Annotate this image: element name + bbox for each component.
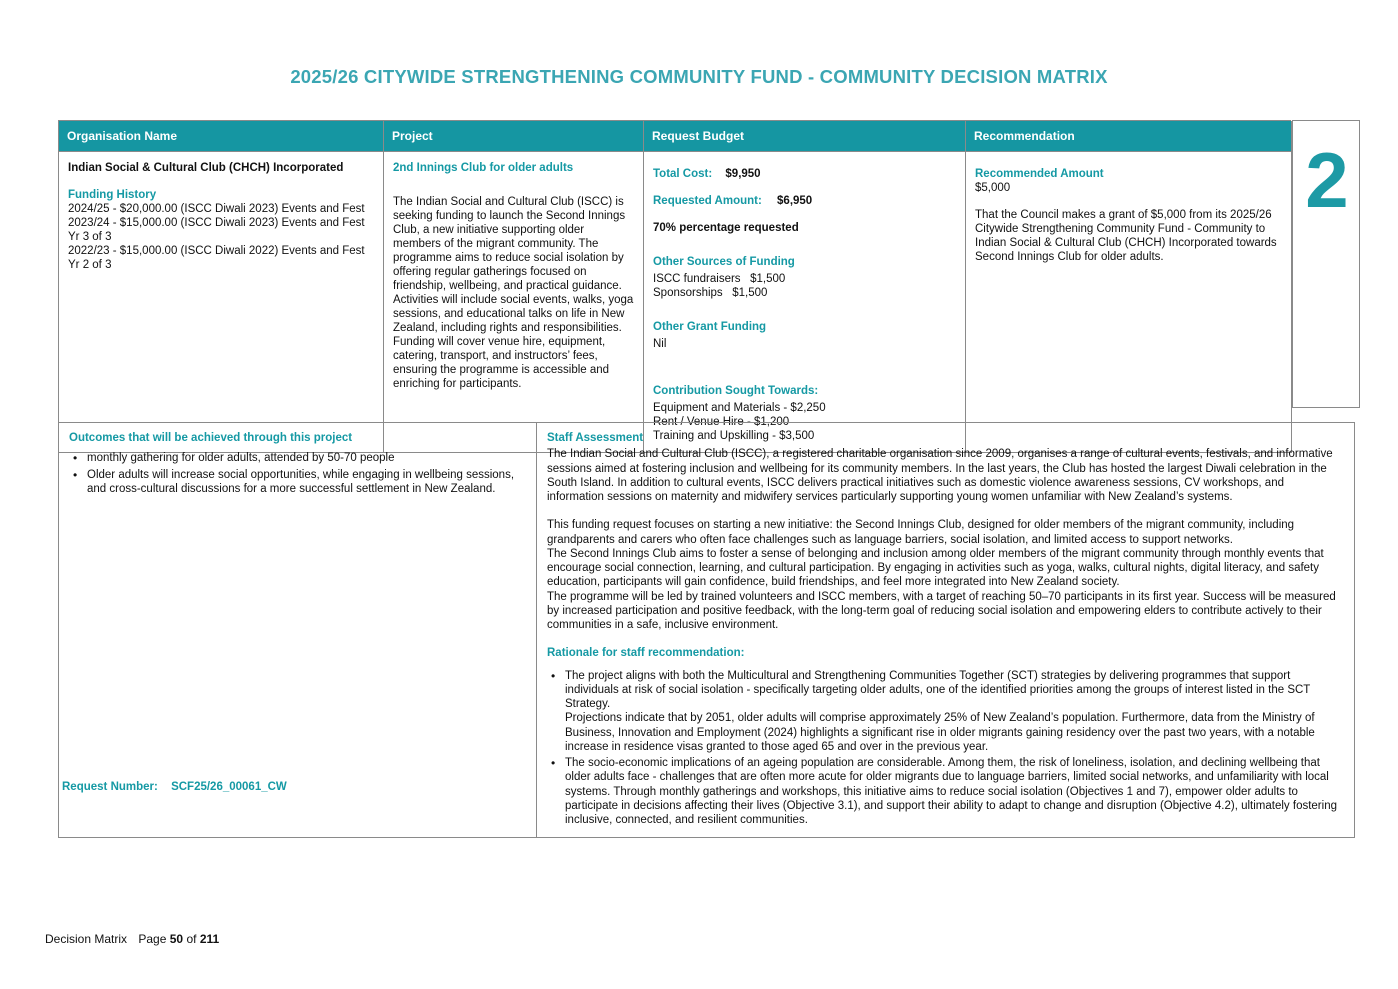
column-header-organisation: Organisation Name xyxy=(59,121,384,152)
project-description: The Indian Social and Cultural Club (ISCC) is seeking funding to launch the Second Innings Club, a new initiative supporting older members of the migrant community. The programme aims to reduce social isolation by offering regular gatherings focused on friendship, wellbeing, and practical guidance. Activities will include social events, walks, yoga sessions, and educational talks on life in New Zealand, including rights and responsibilities. Funding will cover venue hire, equipment, catering, transport, and instructors’ fees, ensuring the programme is accessible and enriching for participants. xyxy=(393,196,634,391)
requested-amount-value: $6,950 xyxy=(777,195,813,208)
staff-assessment-heading: Staff Assessment xyxy=(547,432,644,444)
percentage-requested: 70% percentage requested xyxy=(653,222,799,235)
staff-assessment-paragraph: The Indian Social and Cultural Club (ISCC), a registered charitable organisation since 2009, organises a range of cultural events, festivals, and informative sessions aimed at fostering inclusion and wellbeing for its community members. In the last years, the Club has hosted the largest Diwali celebration in the South Island. In addition to cultural events, ISCC delivers practical initiatives such as domestic violence awareness sessions, CV workshops, and information sessions on maternity and midwifery services particularly supporting young women unfamiliar with New Zealand’s systems. xyxy=(547,448,1333,503)
project-cell xyxy=(384,152,644,453)
outcome-item: • monthly gathering for older adults, attended by 50-70 people xyxy=(69,451,526,465)
other-grant-heading: Other Grant Funding xyxy=(653,321,767,334)
staff-assessment-paragraph: The Second Innings Club aims to foster a sense of belonging and inclusion among older members of the migrant community through monthly events that encourage social connection, learning, and cultural participation. By engaging in activities such as yoga, walks, cultural nights, digital literacy, and safety education, participants will gain confidence, build friendships, and feel more integrated into New Zealand society. xyxy=(547,547,1324,589)
column-header-project: Project xyxy=(384,121,644,152)
rationale-item xyxy=(547,756,1342,827)
rationale-item-line: Projections indicate that by 2051, older adults will comprise approximately 25% of New Zealand’s population. Furthermore, data from the Ministry of Business, Innovation and Employment (2024) highlights a significant rise in older migrants gaining residency over the past two years, with a notable increase in residence visas granted to those aged 65 and over in the previous year. xyxy=(565,712,1315,753)
rationale-heading: Rationale for staff recommendation: xyxy=(547,647,745,660)
column-header-recommendation: Recommendation xyxy=(966,121,1292,152)
footer-page-number: 50 xyxy=(169,932,184,946)
outcomes-list xyxy=(69,451,526,496)
funding-history-line: 2024/25 - $20,000.00 (ISCC Diwali 2023) Events and Fest xyxy=(68,203,365,216)
page-footer xyxy=(45,932,219,946)
lower-section xyxy=(58,422,1355,838)
staff-assessment-box xyxy=(537,422,1355,838)
other-sources-heading: Other Sources of Funding xyxy=(653,256,795,269)
funding-history-line: 2022/23 - $15,000.00 (ISCC Diwali 2022) Events and Fest Yr 2 of 3 xyxy=(68,245,365,272)
contribution-line: Training and Upskilling - $3,500 xyxy=(653,430,815,443)
other-source-line: ISCC fundraisers $1,500 xyxy=(653,273,786,286)
request-number-line xyxy=(62,781,287,793)
contribution-line: Equipment and Materials - $2,250 xyxy=(653,402,826,415)
other-source-line: Sponsorships $1,500 xyxy=(653,287,768,300)
rationale-item-line: • The project aligns with both the Multicultural and Strengthening Communities Together (SCT) strategies by delivering programmes that support individuals at risk of social isolation - specifically targeting older adults, one of the identified priorities among the groups of interest listed in the SCT Strategy. xyxy=(565,669,1311,710)
footer-of-word: of xyxy=(186,932,197,946)
outcome-item: • Older adults will increase social opportunities, while engaging in wellbeing sessions, and cross-cultural discussions for a more successful settlement in New Zealand. xyxy=(69,468,526,497)
other-grant-value: Nil xyxy=(653,338,667,351)
outcomes-heading: Outcomes that will be achieved through this project xyxy=(69,432,353,444)
recommendation-text: That the Council makes a grant of $5,000 from its 2025/26 Citywide Strengthening Community Fund - Community to Indian Social & Cultural Club (CHCH) Incorporated towards Second Innings Club for older adults. xyxy=(975,209,1277,264)
project-title: 2nd Innings Club for older adults xyxy=(393,162,574,174)
total-cost-line xyxy=(653,167,956,181)
footer-page-total: 211 xyxy=(199,932,220,946)
funding-history-line: 2023/24 - $15,000.00 (ISCC Diwali 2023) Events and Fest Yr 3 of 3 xyxy=(68,217,365,244)
recommended-amount-heading: Recommended Amount xyxy=(975,168,1104,180)
decision-matrix-table xyxy=(58,120,1291,453)
contribution-line: Rent / Venue Hire - $1,200 xyxy=(653,416,790,429)
outcomes-box xyxy=(58,422,537,838)
recommendation-cell xyxy=(966,152,1292,453)
requested-amount-label: Requested Amount: xyxy=(653,195,762,208)
priority-rank-box xyxy=(1292,120,1360,408)
rationale-item-line: • The socio-economic implications of an ageing population are considerable. Among them, the risk of loneliness, isolation, and declining wellbeing that older adults face - challenges that are often more acute for older migrants due to language barriers, limited social networks, and unfamiliarity with local systems. Through monthly gatherings and workshops, this initiative aims to reduce social isolation (Objectives 1 and 7), empower older adults to participate in decisions affecting their lives (Objective 3.1), and support their ability to adapt to change and disruption (Objective 4.2), ultimately fostering inclusive, connected, and resilient communities. xyxy=(565,757,1337,826)
footer-page-word: Page xyxy=(138,932,167,946)
column-header-budget: Request Budget xyxy=(644,121,966,152)
priority-rank-number: 2 xyxy=(1305,136,1347,224)
requested-amount-line xyxy=(653,194,956,208)
page-title: 2025/26 CITYWIDE STRENGTHENING COMMUNITY FUND - COMMUNITY DECISION MATRIX xyxy=(290,66,1108,87)
organisation-cell xyxy=(59,152,384,453)
total-cost-value: $9,950 xyxy=(725,168,761,180)
organisation-name: Indian Social & Cultural Club (CHCH) Incorporated xyxy=(68,162,344,174)
staff-assessment-paragraph: The programme will be led by trained volunteers and ISCC members, with a target of reaching 50–70 participants in its first year. Success will be measured by increased participation and positive feedback, with the long-term goal of reducing social isolation and empowering elders to contribute actively to their communities in a safe, inclusive environment. xyxy=(547,590,1336,631)
staff-assessment-paragraph: This funding request focuses on starting a new initiative: the Second Innings Club, designed for older members of the migrant community, including grandparents and carers who often face challenges such as language barriers, social isolation, and limited access to support networks. xyxy=(547,519,1295,546)
contribution-heading: Contribution Sought Towards: xyxy=(653,385,819,398)
request-number-label: Request Number: xyxy=(62,781,158,793)
rationale-list xyxy=(547,669,1342,828)
budget-cell xyxy=(644,152,966,453)
funding-history-heading: Funding History xyxy=(68,189,157,202)
total-cost-label: Total Cost: xyxy=(653,168,713,180)
request-number-value: SCF25/26_00061_CW xyxy=(171,781,287,793)
recommended-amount-value: $5,000 xyxy=(975,182,1011,195)
rationale-item xyxy=(547,669,1342,755)
footer-doc-label: Decision Matrix xyxy=(45,932,128,946)
